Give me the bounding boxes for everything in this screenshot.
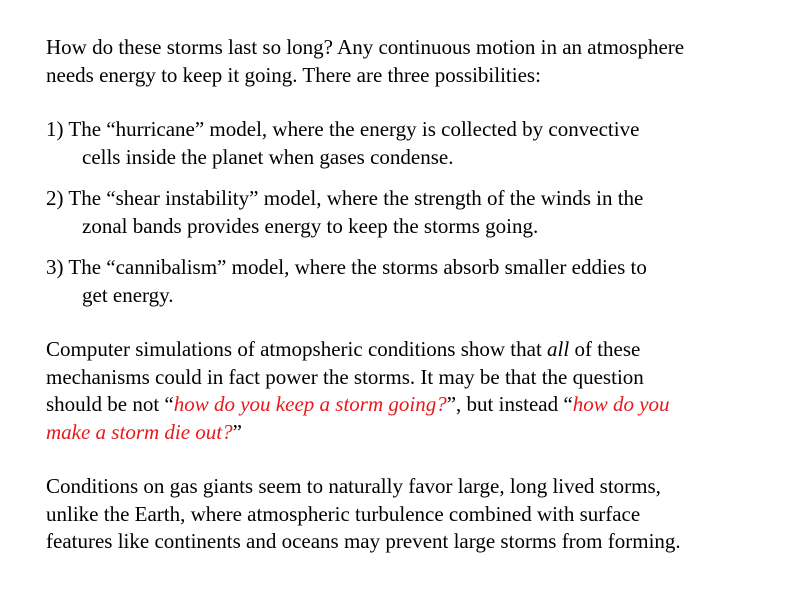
red-question-die-out-end: make a storm die out? <box>46 419 233 444</box>
simulations-text: ”, but instead “ <box>446 392 573 416</box>
simulations-text: Computer simulations of atmopsheric conditions show that <box>46 337 548 361</box>
model-item-line-2: zonal bands provides energy to keep the storms going. <box>82 213 539 238</box>
red-question-keep-going: how do you keep a storm going? <box>173 392 447 416</box>
model-item-shear-instability <box>46 185 776 240</box>
simulations-text: ” <box>232 419 242 444</box>
model-item-hurricane <box>46 116 776 171</box>
simulations-text: mechanisms could in fact power the storms. It may be that the question <box>46 364 644 389</box>
model-item-line-2: cells inside the planet when gases condense. <box>82 144 454 169</box>
model-item-line-1: 3) The “cannibalism” model, where the storms absorb smaller eddies to <box>46 255 647 279</box>
conclusion-paragraph <box>46 473 776 556</box>
conclusion-line-3: features like continents and oceans may prevent large storms from forming. <box>46 529 681 553</box>
simulations-emphasis-all: all <box>547 337 570 361</box>
model-item-line-1: 1) The “hurricane” model, where the energy is collected by convective <box>46 117 640 141</box>
conclusion-line-1: Conditions on gas giants seem to naturally favor large, long lived storms, <box>46 474 661 498</box>
conclusion-line-2: unlike the Earth, where atmospheric turbulence combined with surface <box>46 501 641 526</box>
model-item-cannibalism <box>46 254 776 309</box>
simulations-text: should be not “ <box>46 392 174 416</box>
simulations-paragraph <box>46 336 776 446</box>
intro-line-1: How do these storms last so long? Any continuous motion in an atmosphere <box>46 35 685 59</box>
model-item-line-2: get energy. <box>82 282 174 307</box>
red-question-die-out-start: how do you <box>572 392 670 416</box>
model-item-line-1: 2) The “shear instability” model, where the strength of the winds in the <box>46 186 644 210</box>
simulations-text: of these <box>569 337 641 361</box>
intro-paragraph <box>46 34 776 89</box>
intro-line-2: needs energy to keep it going. There are three possibilities: <box>46 62 541 87</box>
